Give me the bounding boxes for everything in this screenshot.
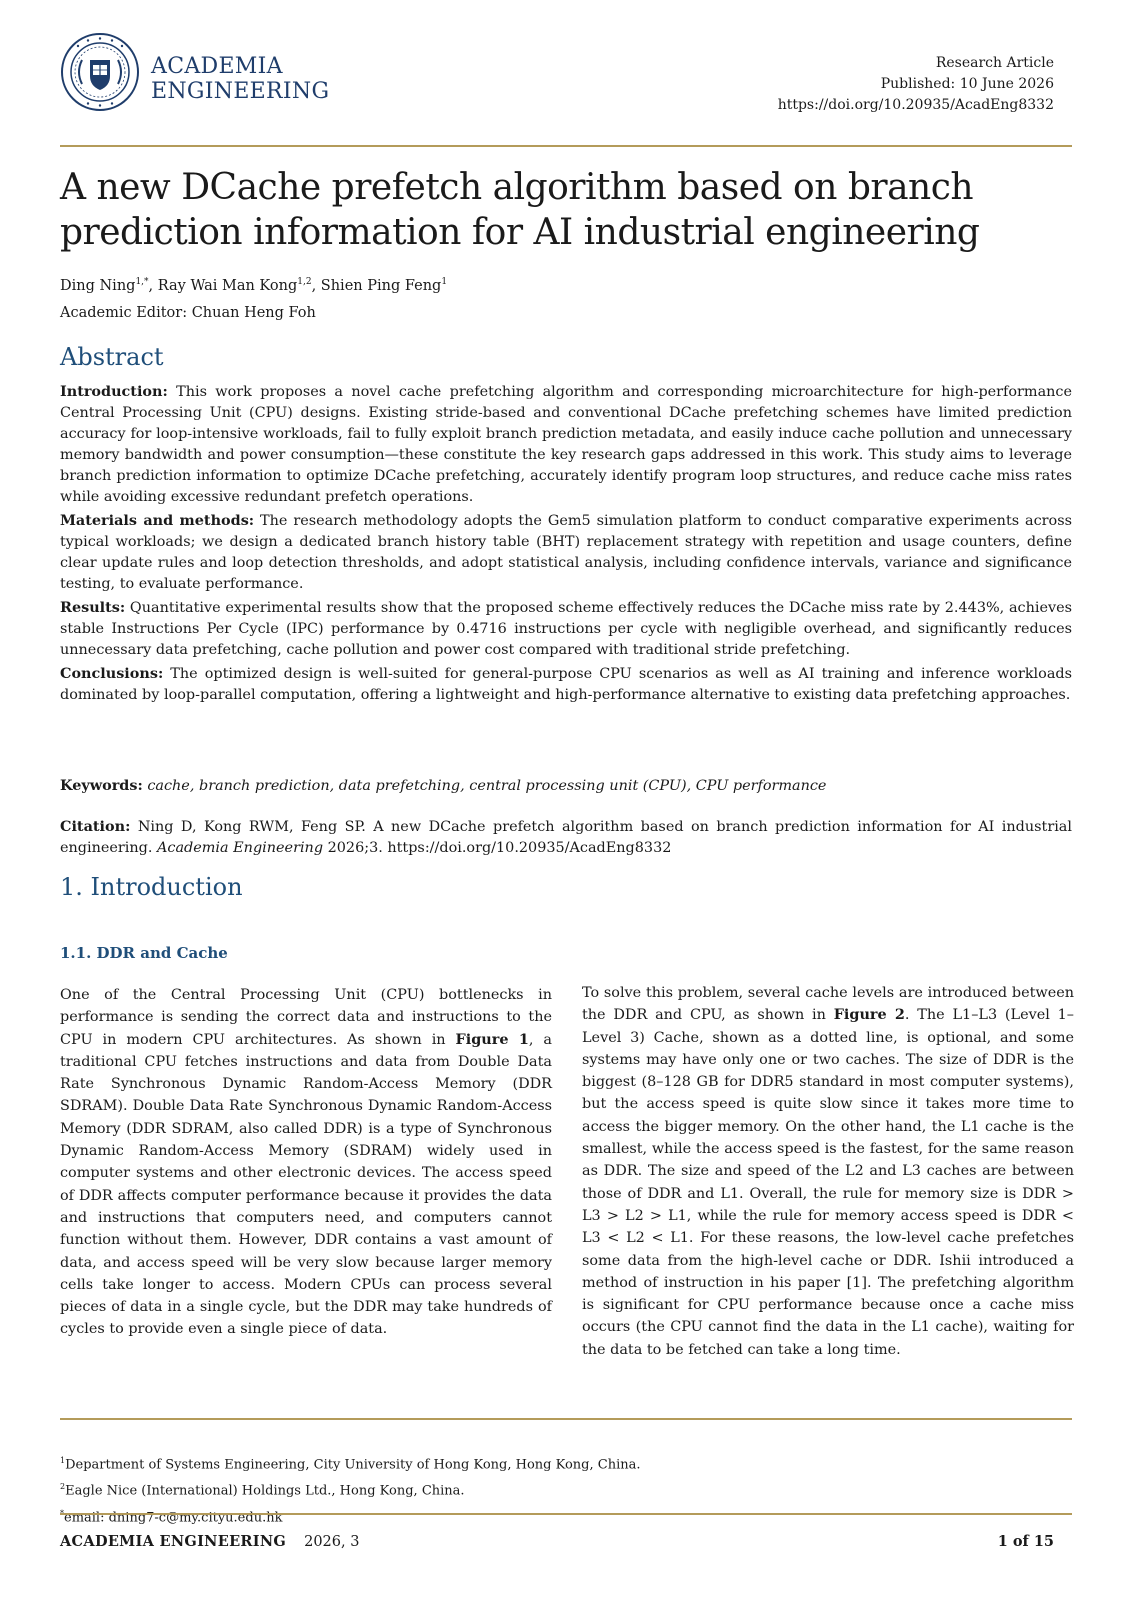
author-name: Shien Ping Feng <box>320 277 442 294</box>
intro-column-right: To solve this problem, several cache levels are introduced between the DDR and CPU, as shown in Figure 2. The L1–L3 (Level 1–Level 3) Cache, shown as a dotted line, is optional, and some systems may have only one or two caches. The size of DDR is the biggest (8–128 GB for DDR5 standard in most computer systems), but the access speed is quite slow since it takes more time to access the bigger memory. On the other hand, the L1 cache is the smallest, while the access speed is the fastest, for the same reason as DDR. The size and speed of the L2 and L3 caches are between those of DDR and L1. Overall, the rule for memory size is DDR > L3 > L2 > L1, while the rule for memory access speed is DDR < L3 < L2 < L1. For these reasons, the low-level cache prefetches some data from the high-level cache or DDR. Ishii introduced a method of instruction in his paper [1]. The prefetching algorithm is significant for CPU performance because once a cache miss occurs (the CPU cannot find the data in the L1 cache), waiting for the data to be fetched can take a long time. <box>582 985 1074 1358</box>
footer-journal <box>60 1533 359 1550</box>
abstract-methods: Materials and methods: The research methodology adopts the Gem5 simulation platform to conduct comparative experiments across typical workloads; we design a dedicated branch history table (BHT) replacement strategy with repetition and usage counters, define clear update rules and loop detection thresholds, and adopt statistical analysis, including confidence intervals, variance and significance testing, to evaluate performance. <box>60 512 1072 592</box>
doi-link[interactable]: https://doi.org/10.20935/AcadEng8332 <box>777 97 1054 113</box>
intro-column-left: One of the Central Processing Unit (CPU) bottlenecks in performance is sending the correct data and instructions to the CPU in modern CPU architectures. As shown in Figure 1, a traditional CPU fetches instructions and data from Double Data Rate Synchronous Dynamic Random-Access Memory (DDR SDRAM). Double Data Rate Synchronous Dynamic Random-Access Memory (DDR SDRAM, also called DDR) is a type of Synchronous Dynamic Random-Access Memory (SDRAM) widely used in computer systems and other electronic devices. The access speed of DDR affects computer performance because it provides the data and instructions that computers need, and computers cannot function without them. However, DDR contains a vast amount of data, and access speed will be very slow because larger memory cells take longer to access. Modern CPUs can process several pieces of data in a single cycle, but the DDR may take hundreds of cycles to provide even a single piece of data. <box>60 987 552 1338</box>
footnotes <box>60 1450 641 1529</box>
journal-seal-logo <box>60 32 140 112</box>
logo-line-2: ENGINEERING <box>151 79 330 104</box>
abstract-heading: Abstract <box>60 343 164 371</box>
author-affiliation-mark: 1 <box>441 277 448 287</box>
academic-editor: Academic Editor: Chuan Heng Foh <box>60 305 316 321</box>
author-list: Ding Ning$^{1,*}$, Ray Wai Man Kong$^{1,2}$, Shien Ping Feng$^1$ <box>60 277 448 294</box>
author-affiliation-mark: 1,2 <box>297 277 312 287</box>
subsection-heading: 1.1. DDR and Cache <box>60 944 228 962</box>
citation: Citation: Ning D, Kong RWM, Feng SP. A new DCache prefetch algorithm based on branch prediction information for AI industrial engineering. Academia Engineering 2026;3. https://doi.org/10.20935/AcadEng8332 <box>60 818 1072 856</box>
logo-line-1: ACADEMIA <box>151 54 283 79</box>
journal-logo-wordmark <box>151 54 329 104</box>
abstract-results: Results: Quantitative experimental results show that the proposed scheme effectively reduces the DCache miss rate by 2.443%, achieves stable Instructions Per Cycle (IPC) performance by 0.4716 instructions per cycle with negligible overhead, and significantly reduces unnecessary data prefetching, cache pollution and power cost compared with traditional stride prefetching. <box>60 599 1072 658</box>
author-name: Ray Wai Man Kong <box>157 277 298 294</box>
introduction-heading: 1. Introduction <box>60 873 243 901</box>
footnote-affiliation-1: $^1$Department of Systems Engineering, City University of Hong Kong, Hong Kong, China. <box>60 1456 641 1473</box>
keywords: Keywords: cache, branch prediction, data prefetching, central processing unit (CPU), CPU performance <box>60 777 827 794</box>
article-meta <box>778 53 1054 116</box>
figure-reference[interactable]: Figure 2 <box>833 1006 905 1024</box>
abstract-introduction: Introduction: This work proposes a novel cache prefetching algorithm and corresponding microarchitecture for high-performance Central Processing Unit (CPU) designs. Existing stride-based and conventional DCache prefetching schemes have limited prediction accuracy for loop-intensive workloads, fail to fully exploit branch prediction metadata, and easily induce cache pollution and unnecessary memory bandwidth and power consumption—these constitute the key research gaps addressed in this work. This study aims to leverage branch prediction information to optimize DCache prefetching, accurately identify program loop structures, and reduce cache miss rates while avoiding excessive redundant prefetch operations. <box>60 383 1072 505</box>
footer-divider <box>60 1513 1072 1515</box>
paper-title: A new DCache prefetch algorithm based on branch prediction information for AI industrial engineering <box>60 167 980 253</box>
footer-journal-name: ACADEMIA ENGINEERING <box>60 1533 287 1550</box>
header-divider <box>60 145 1072 147</box>
published-date: Published: 10 June 2026 <box>880 76 1054 92</box>
footer-volume: 2026, 3 <box>304 1534 360 1550</box>
footnote-divider <box>60 1418 1072 1420</box>
footnote-email: *email: dning7-c@my.cityu.edu.hk <box>60 1508 283 1525</box>
figure-reference[interactable]: Figure 1 <box>455 1030 529 1048</box>
author-affiliation-mark: 1,* <box>135 277 149 287</box>
footnote-affiliation-2: $^2$Eagle Nice (International) Holdings Ltd., Hong Kong, China. <box>60 1482 465 1499</box>
abstract-conclusions: Conclusions: The optimized design is well-suited for general-purpose CPU scenarios as well as AI training and inference workloads dominated by loop-parallel computation, offering a lightweight and high-performance alternative to existing data prefetching approaches. <box>60 665 1072 703</box>
author-name: Ding Ning <box>60 277 136 294</box>
page-number: 1 of 15 <box>997 1533 1054 1550</box>
article-type: Research Article <box>935 55 1054 71</box>
